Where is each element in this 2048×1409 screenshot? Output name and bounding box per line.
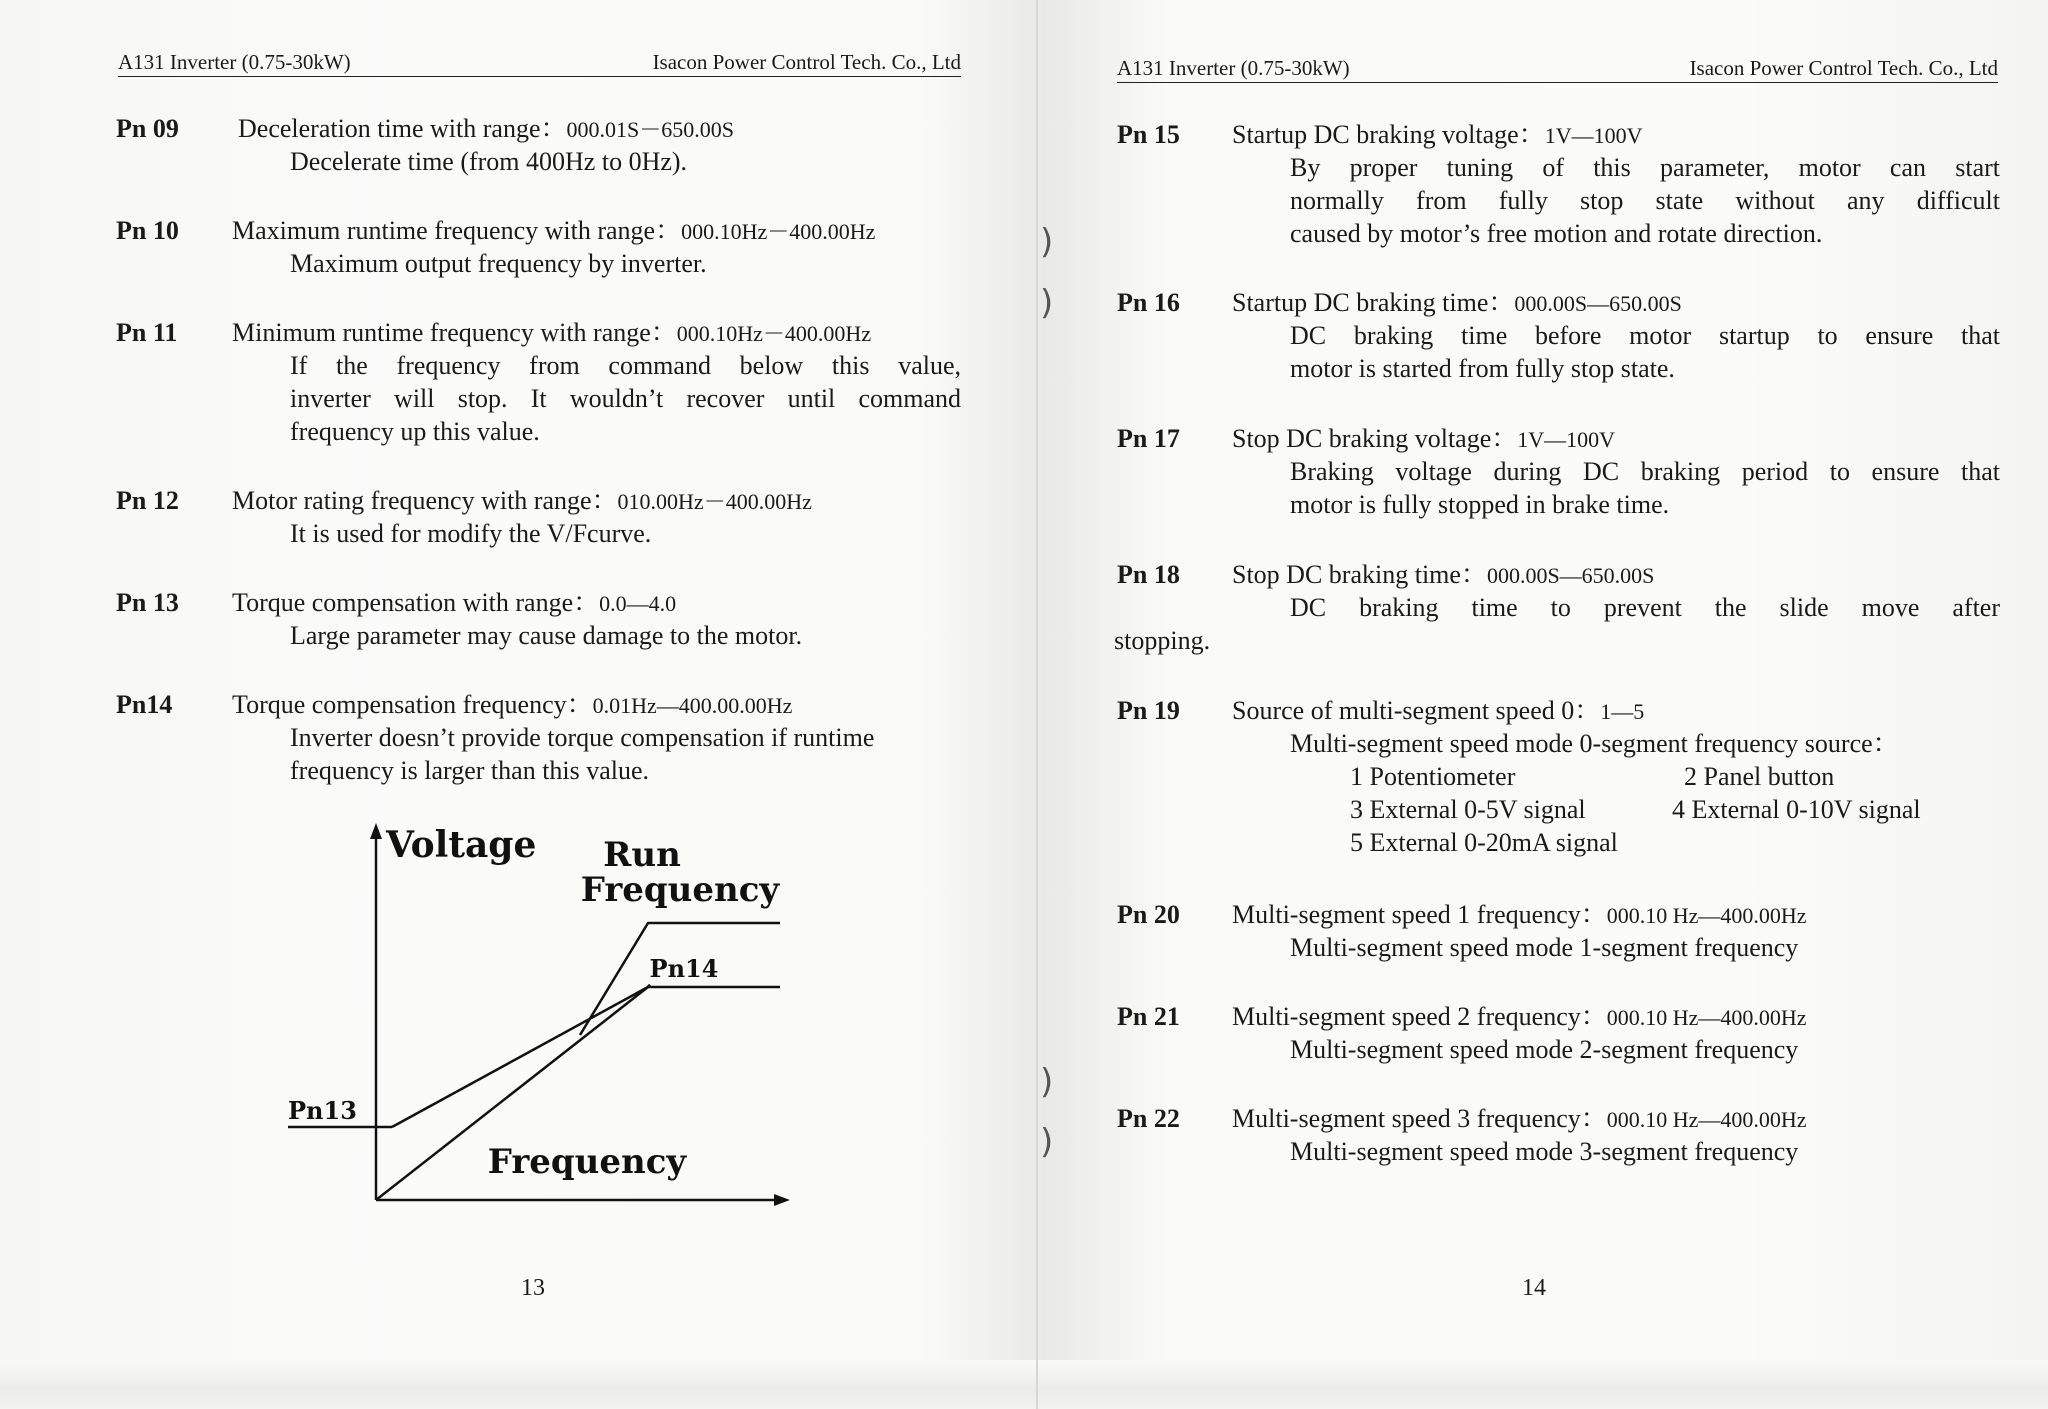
param-code: Pn 17	[1117, 424, 1180, 453]
param-title: Maximum runtime frequency with range：000.10Hz－400.00Hz	[232, 216, 876, 245]
param-title: Startup DC braking time：000.00S—650.00S	[1232, 288, 1682, 317]
param-code: Pn 19	[1117, 696, 1180, 725]
param-range: 1V—100V	[1517, 427, 1616, 452]
param-description: Decelerate time (from 400Hz to 0Hz).	[290, 147, 688, 176]
param-description: Multi-segment speed mode 3-segment frequency	[1290, 1137, 1799, 1166]
param-range: 000.00S—650.00S	[1514, 291, 1682, 316]
param-code: Pn 15	[1117, 120, 1180, 149]
param-code: Pn 13	[116, 588, 179, 617]
param-pn11	[116, 316, 961, 448]
param-title: Startup DC braking voltage：1V—100V	[1232, 120, 1643, 149]
param-description: If the frequency from command below this value, inverter will stop. It wouldn’t recover until command frequency up this value.	[290, 351, 961, 446]
y-axis-label: Voltage	[386, 824, 537, 866]
param-title: Stop DC braking time：000.00S—650.00S	[1232, 560, 1655, 589]
option-item: 1 Potentiometer	[1350, 762, 1516, 791]
param-code: Pn 16	[1117, 288, 1180, 317]
param-title: Motor rating frequency with range：010.00Hz－400.00Hz	[232, 486, 812, 515]
pn14-label: Pn14	[649, 954, 719, 983]
param-code: Pn 11	[116, 318, 178, 347]
param-description: Multi-segment speed mode 0-segment frequency source：	[1290, 729, 1899, 758]
compensated-vf-line	[392, 987, 648, 1127]
run-frequency-label: Run	[603, 835, 681, 875]
option-item: 4 External 0-10V signal	[1672, 795, 1921, 824]
param-code: Pn 20	[1117, 900, 1180, 929]
param-title: Minimum runtime frequency with range：000.10Hz－400.00Hz	[232, 318, 872, 347]
header-company: Isacon Power Control Tech. Co., Ltd	[1689, 56, 1998, 80]
option-item: 5 External 0-20mA signal	[1350, 828, 1618, 857]
param-code: Pn14	[116, 690, 173, 719]
param-description: Braking voltage during DC braking period to ensure that motor is fully stopped in brake time.	[1290, 457, 2000, 519]
option-row	[1350, 793, 2000, 826]
pn18-continuation: stopping.	[1114, 626, 1211, 655]
run-frequency-label-2: Frequency	[580, 870, 780, 910]
param-description: Multi-segment speed mode 2-segment frequency	[1290, 1035, 1799, 1064]
param-description: Inverter doesn’t provide torque compensation if runtime frequency is larger than this value.	[290, 723, 875, 785]
param-code: Pn 22	[1117, 1104, 1180, 1133]
param-pn22	[1117, 1102, 2000, 1168]
param-description: DC braking time before motor startup to ensure that motor is started from fully stop state.	[1290, 321, 2000, 383]
param-code: Pn 10	[116, 216, 179, 245]
param-title: Stop DC braking voltage：1V—100V	[1232, 424, 1616, 453]
param-description: Multi-segment speed mode 1-segment frequency	[1290, 933, 1799, 962]
option-item: 2 Panel button	[1684, 762, 1835, 791]
option-item: 3 External 0-5V signal	[1350, 795, 1586, 824]
param-description: Large parameter may cause damage to the motor.	[290, 621, 803, 650]
param-pn21	[1117, 1000, 2000, 1066]
param-title: Multi-segment speed 3 frequency：000.10 Hz—400.00Hz	[1232, 1104, 1807, 1133]
param-code: Pn 21	[1117, 1002, 1180, 1031]
header-model: A131 Inverter (0.75-30kW)	[1117, 56, 1350, 80]
param-range: 000.10 Hz—400.00Hz	[1606, 903, 1807, 928]
page-number: 14	[1522, 1275, 1546, 1301]
param-pn15	[1117, 118, 2000, 248]
param-title: Multi-segment speed 1 frequency：000.10 Hz—400.00Hz	[1232, 900, 1807, 929]
param-range: 010.00Hz－400.00Hz	[617, 489, 812, 514]
param-pn14	[116, 688, 961, 787]
param-pn12	[116, 484, 961, 550]
param-title: Source of multi-segment speed 0：1—5	[1232, 696, 1645, 725]
param-code: Pn 18	[1117, 560, 1180, 589]
param-range: 000.00S—650.00S	[1486, 563, 1655, 588]
param-range: 1—5	[1600, 699, 1645, 724]
y-axis-arrow-icon	[370, 823, 382, 839]
param-pn09	[116, 112, 961, 178]
param-title: Deceleration time with range：000.01S－650.00S	[238, 114, 734, 143]
param-range: 1V—100V	[1544, 123, 1643, 148]
page-header	[118, 50, 961, 77]
param-code: Pn 09	[116, 114, 179, 143]
param-description: DC braking time to prevent the slide move after	[1290, 593, 2000, 622]
binding-ring-icon: )	[1040, 1062, 1054, 1102]
param-range: 000.01S－650.00S	[566, 117, 734, 142]
param-range: 000.10Hz－400.00Hz	[676, 321, 872, 346]
param-range: 0.01Hz—400.00.00Hz	[592, 693, 793, 718]
pn13-label: Pn13	[288, 1096, 357, 1125]
option-row	[1350, 826, 2000, 859]
param-pn20	[1117, 898, 2000, 964]
header-company: Isacon Power Control Tech. Co., Ltd	[652, 50, 961, 74]
param-range: 0.0—4.0	[599, 591, 677, 616]
param-range: 000.10 Hz—400.00Hz	[1606, 1005, 1807, 1030]
param-pn19	[1117, 694, 2000, 859]
vf-curve-diagram	[280, 815, 800, 1215]
param-pn10	[116, 214, 961, 280]
param-code: Pn 12	[116, 486, 179, 515]
source-options	[1350, 760, 2000, 859]
page-number: 13	[521, 1275, 545, 1301]
param-title: Torque compensation frequency：0.01Hz—400.00.00Hz	[232, 690, 793, 719]
binding-ring-icon: )	[1040, 283, 1054, 323]
param-pn18	[1117, 558, 2000, 622]
param-title: Multi-segment speed 2 frequency：000.10 Hz—400.00Hz	[1232, 1002, 1807, 1031]
option-row	[1350, 760, 2000, 793]
page-header	[1117, 56, 1998, 83]
param-range: 000.10Hz－400.00Hz	[681, 219, 876, 244]
param-description: It is used for modify the V/Fcurve.	[290, 519, 652, 548]
param-title: Torque compensation with range：0.0—4.0	[232, 588, 677, 617]
param-description: By proper tuning of this parameter, motor can start normally from fully stop state without any difficult caused by motor’s free motion and rotate direction.	[1290, 153, 2000, 248]
param-pn16	[1117, 286, 2000, 383]
right-page	[1038, 0, 2048, 1409]
param-pn17	[1117, 422, 2000, 519]
param-range: 000.10 Hz—400.00Hz	[1606, 1107, 1807, 1132]
param-description: Maximum output frequency by inverter.	[290, 249, 707, 278]
binding-ring-icon: )	[1040, 1122, 1054, 1162]
binding-ring-icon: )	[1040, 222, 1054, 262]
param-pn13	[116, 586, 961, 652]
x-axis-label: Frequency	[487, 1142, 687, 1182]
header-model: A131 Inverter (0.75-30kW)	[118, 50, 351, 74]
x-axis-arrow-icon	[774, 1194, 790, 1206]
